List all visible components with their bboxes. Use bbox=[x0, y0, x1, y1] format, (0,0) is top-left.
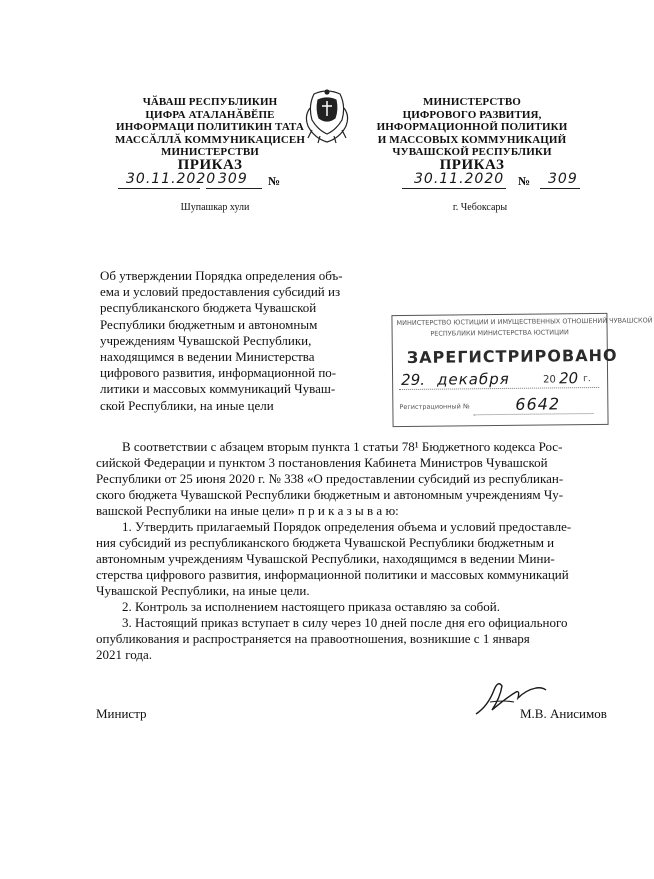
title-line: учреждениям Чувашской Республики, bbox=[100, 332, 312, 348]
body-line: автономным учреждениям Чувашской Республики, находящимся в ведении Мини- bbox=[96, 551, 555, 566]
header-right-line: ЦИФРОВОГО РАЗВИТИЯ, bbox=[402, 108, 542, 121]
stamp-registered: ЗАРЕГИСТРИРОВАНО bbox=[406, 345, 618, 367]
date-left: 30.11.2020 bbox=[126, 171, 217, 187]
stamp-day: 29. bbox=[401, 370, 426, 390]
title-line: ема и условий предоставления субсидий из bbox=[100, 284, 341, 300]
header-right-line: ИНФОРМАЦИОННОЙ ПОЛИТИКИ bbox=[376, 121, 568, 133]
title-line: Республики бюджетным и автономным bbox=[100, 316, 318, 332]
stamp-date-underline bbox=[399, 387, 599, 390]
header-right-block bbox=[372, 96, 572, 159]
body-line: В соответствии с абзацем вторым пункта 1 статьи 78¹ Бюджетного кодекса Рос- bbox=[122, 439, 563, 454]
order-body bbox=[96, 439, 608, 663]
title-line: республиканского бюджета Чувашской bbox=[100, 300, 317, 316]
body-line: Чувашской Республики, на иные цели. bbox=[96, 583, 310, 598]
stamp-reg-number: 6642 bbox=[515, 394, 561, 414]
header-right-line: МИНИСТЕРСТВО bbox=[423, 96, 521, 108]
header-right-line: ЧУВАШСКОЙ РЕСПУБЛИКИ bbox=[392, 146, 552, 158]
body-line: 3. Настоящий приказ вступает в силу через 10 дней после дня его официального bbox=[122, 615, 568, 630]
signatory-name: М.В. Анисимов bbox=[520, 706, 607, 721]
body-line: Республики от 25 июня 2020 г. № 338 «О предоставлении субсидий из республикан- bbox=[96, 471, 564, 486]
body-line: ния субсидий из республиканского бюджета Чувашской Республики бюджетным и bbox=[96, 535, 555, 550]
header-left-line: ЧӐВАШ РЕСПУБЛИКИН bbox=[142, 96, 278, 108]
number-sign-left: № bbox=[268, 174, 281, 188]
title-line: ской Республики, на иные цели bbox=[100, 397, 274, 413]
number-underline-right bbox=[540, 188, 580, 189]
number-left: 309 bbox=[218, 171, 248, 187]
prikaz-title-right: ПРИКАЗ bbox=[439, 157, 505, 173]
body-line: 1. Утвердить прилагаемый Порядок определения объема и условий предоставле- bbox=[122, 519, 572, 534]
body-line: 2. Контроль за исполнением настоящего приказа оставляю за собой. bbox=[122, 599, 500, 614]
body-line: стерства цифрового развития, информационной политики и массовых коммуникаций bbox=[96, 567, 569, 582]
number-sign-right: № bbox=[518, 174, 531, 188]
header-left-block bbox=[110, 96, 310, 159]
title-line: литики и массовых коммуникаций Чуваш- bbox=[100, 381, 336, 397]
header-left-line: МАССӐЛЛӐ КОММУНИКАЦИСЕН bbox=[114, 133, 306, 146]
registration-stamp bbox=[391, 313, 653, 427]
body-line: опубликования и распространяется на правоотношения, возникшие с 1 января bbox=[96, 631, 530, 646]
date-underline-left bbox=[118, 188, 200, 189]
header-left-line: МИНИСТЕРСТВИ bbox=[161, 146, 259, 158]
stamp-year-g: г. bbox=[583, 374, 591, 385]
number-underline-left bbox=[206, 188, 262, 189]
header-left-line: ЦИФРА АТАЛАНӐВӖПЕ bbox=[145, 108, 275, 121]
header-right-line: И МАССОВЫХ КОММУНИКАЦИЙ bbox=[377, 133, 567, 146]
signatory-position: Министр bbox=[96, 706, 147, 721]
stamp-month: декабря bbox=[437, 369, 510, 389]
stamp-year-prefix: 20 bbox=[543, 374, 556, 386]
stamp-line-2: РЕСПУБЛИКИ МИНИСТЕРСТВА ЮСТИЦИИ bbox=[430, 328, 569, 338]
date-right: 30.11.2020 bbox=[414, 171, 505, 187]
title-line: Об утверждении Порядка определения объ- bbox=[100, 268, 343, 283]
coat-of-arms-emblem bbox=[302, 86, 352, 146]
body-line: ского бюджета Чувашской Республики бюджетным и автономным учреждениям Чу- bbox=[96, 487, 564, 502]
body-line: вашской Республики на иные цели» п р и к а з ы в а ю: bbox=[96, 503, 399, 518]
title-line: находящимся в ведении Министерства bbox=[100, 349, 315, 365]
stamp-year-suffix: 20 bbox=[558, 369, 579, 388]
date-underline-right bbox=[402, 188, 506, 189]
title-line: цифрового развития, информационной по- bbox=[100, 365, 337, 381]
body-line: 2021 года. bbox=[96, 647, 153, 662]
body-line: сийской Федерации и пунктом 3 постановления Кабинета Министров Чувашской bbox=[96, 455, 548, 470]
prikaz-title-left: ПРИКАЗ bbox=[177, 157, 243, 173]
city-right: г. Чебоксары bbox=[452, 202, 508, 213]
stamp-line-1: МИНИСТЕРСТВО ЮСТИЦИИ И ИМУЩЕСТВЕННЫХ ОТНОШЕНИЙ ЧУВАШСКОЙ bbox=[396, 316, 653, 328]
stamp-reg-label: Регистрационный № bbox=[399, 402, 470, 412]
document-title bbox=[100, 268, 370, 414]
city-left: Шупашкар хули bbox=[180, 202, 250, 213]
header-left-line: ИНФОРМАЦИ ПОЛИТИКИН ТАТА bbox=[116, 121, 304, 133]
number-right: 309 bbox=[548, 171, 578, 187]
stamp-reg-underline bbox=[473, 413, 593, 415]
